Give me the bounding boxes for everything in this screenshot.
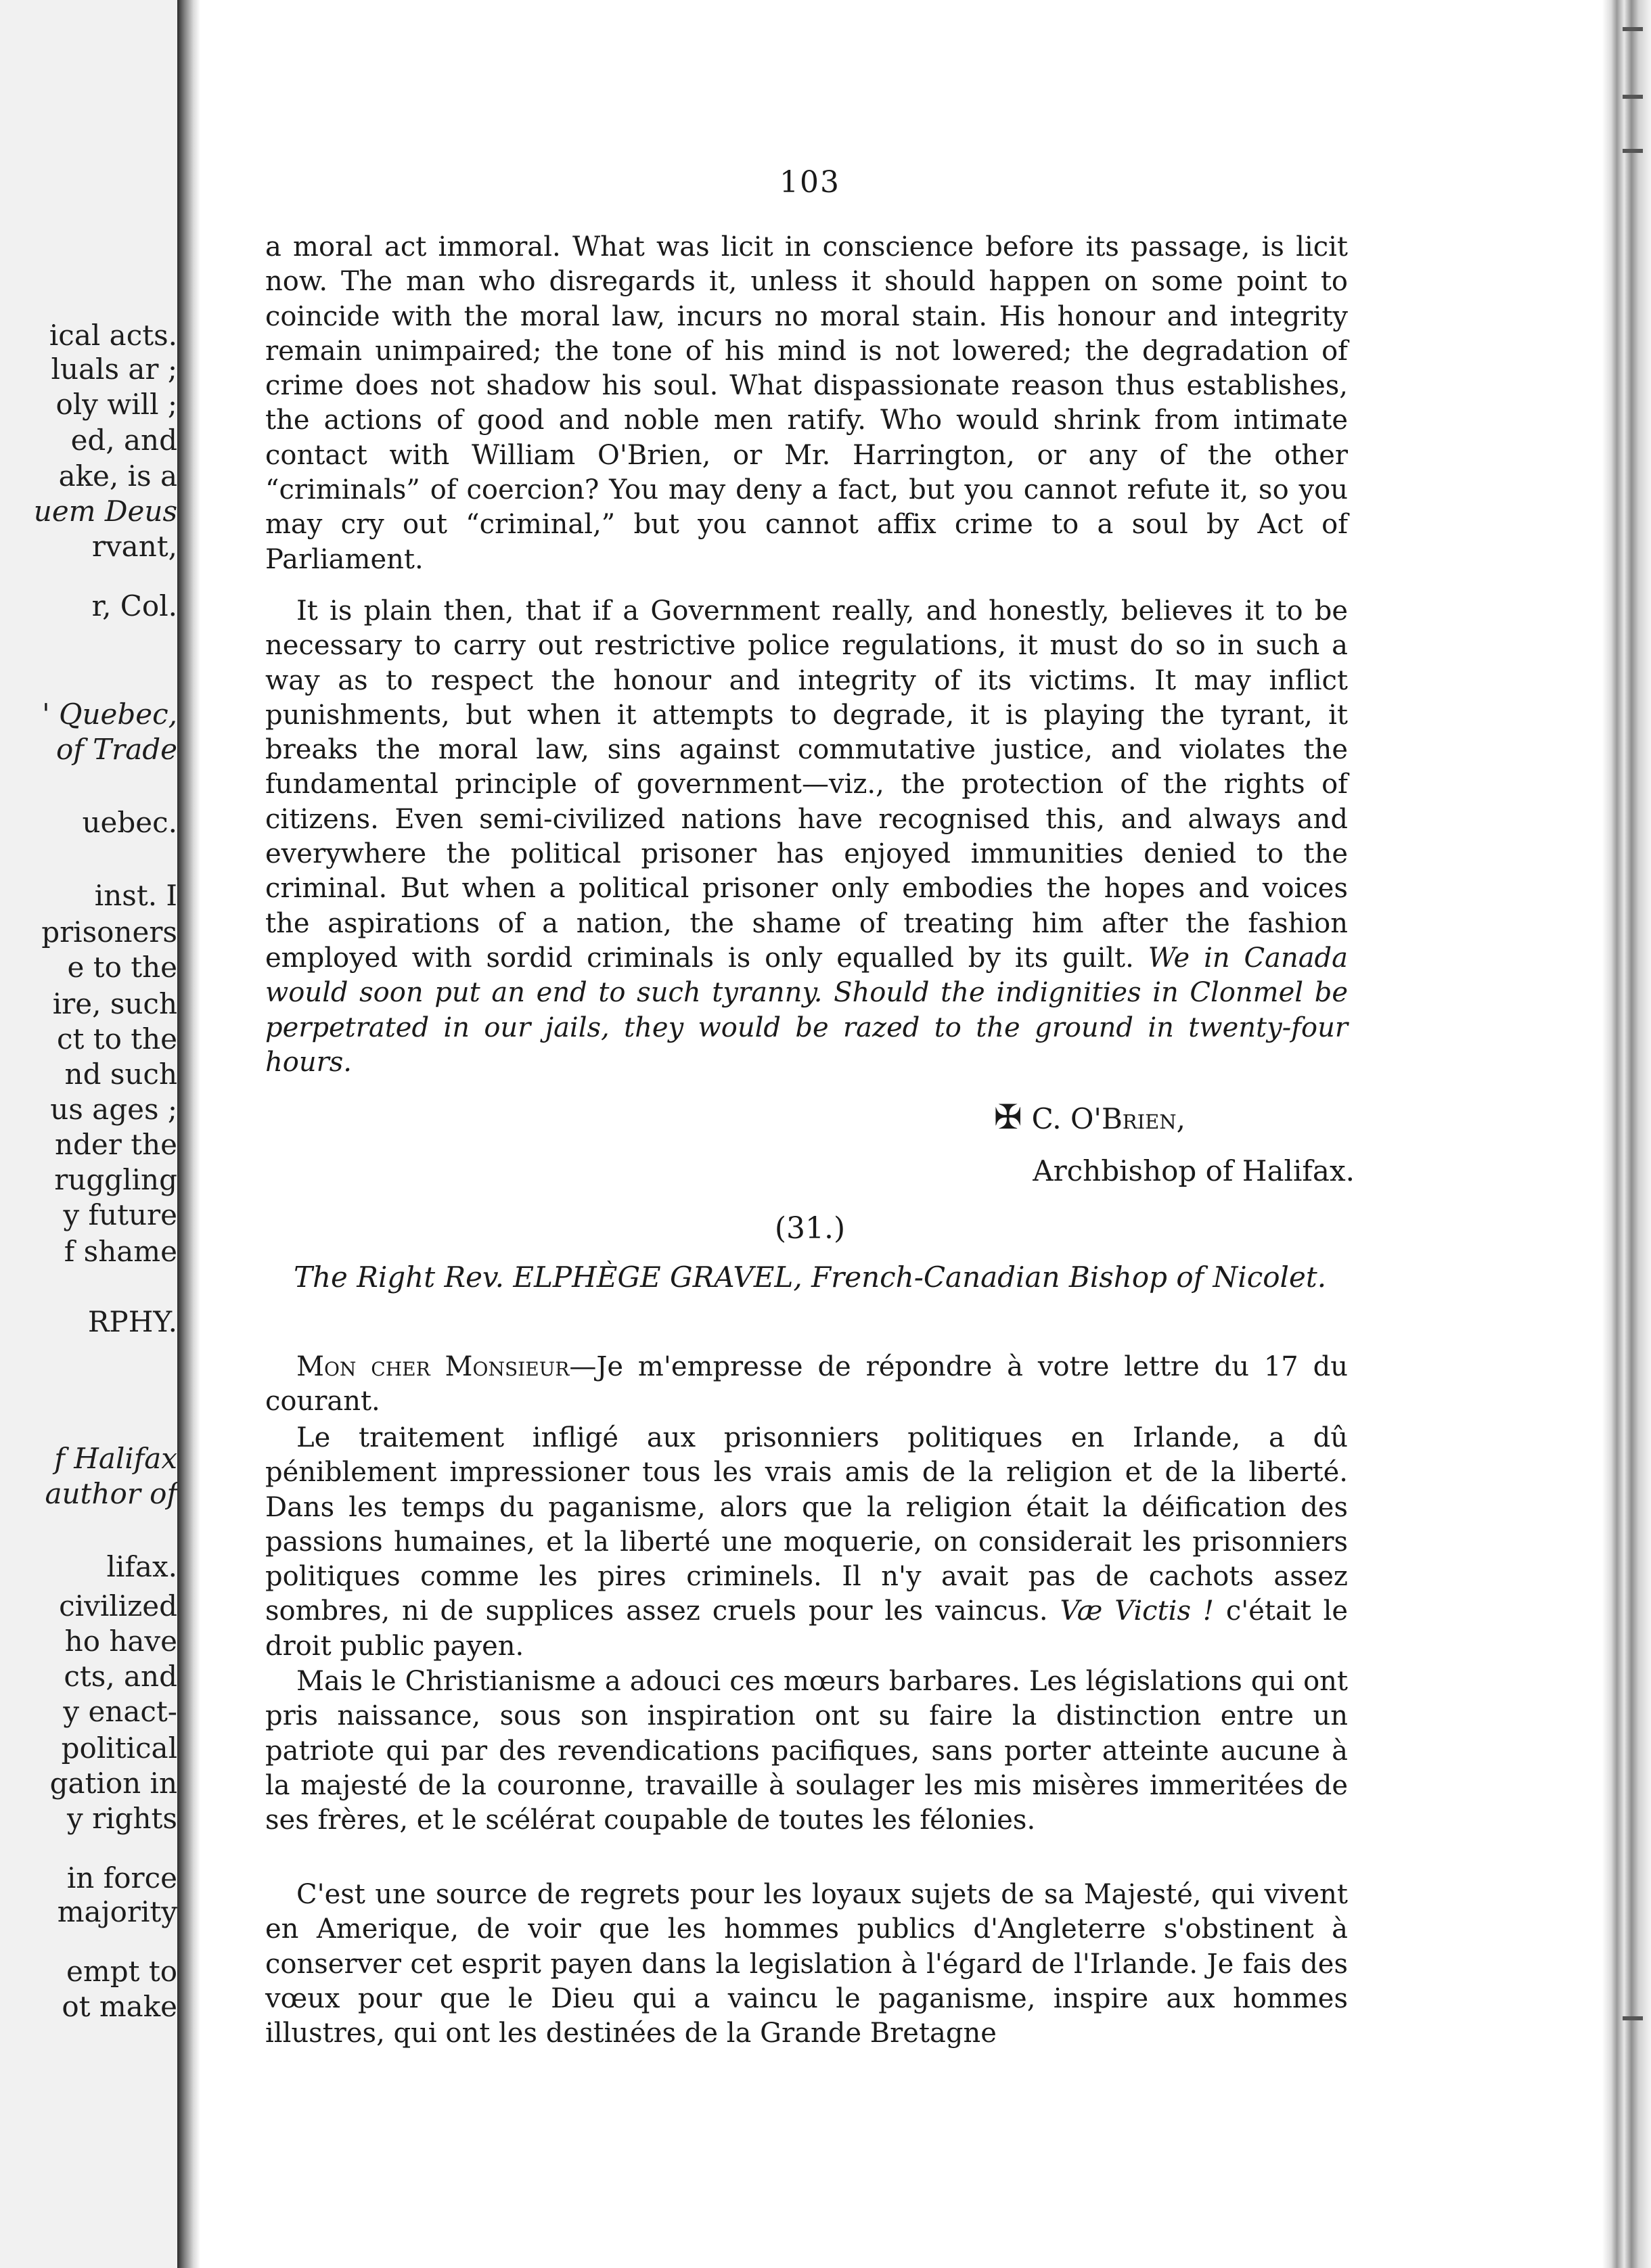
adjacent-page-text-fragment: prisoners	[41, 915, 177, 949]
adjacent-page-text-fragment: nd such	[64, 1058, 177, 1091]
vae-victis: Væ Victis !	[1060, 1595, 1214, 1627]
adjacent-page-text-fragment: y enact-	[63, 1695, 177, 1728]
adjacent-page-text-fragment: lifax.	[106, 1550, 177, 1583]
french-paragraph-2-text	[265, 1421, 1348, 1664]
french-paragraph-1	[265, 1350, 1348, 1420]
adjacent-page-text-fragment: ed, and	[70, 424, 177, 457]
paragraph-1-text: a moral act immoral. What was licit in conscience before its passage, is licit now. The man who disregards it, unless it should happen on some point to coincide with the moral law, incurs no moral stain. His honour and integrity remain unimpaired; the tone of his mind is not lowered; the degradation of crime does not shadow his soul. What dispassionate reason thus establishes, the actions of good and noble men ratify. Who would shrink from intimate contact with William O'Brien, or Mr. Harrington, or any of the other “criminals” of coercion? You may deny a fact, but you cannot refute it, so you may cry out “criminal,” but you cannot affix crime to a soul by Act of Parliament.	[265, 231, 1348, 575]
adjacent-page-text-fragment: author of	[45, 1477, 177, 1510]
adjacent-page-text-fragment: luals ar ;	[51, 353, 177, 386]
adjacent-page-text-fragment: ake, is a	[58, 459, 177, 493]
adjacent-page-text-fragment: gation in	[49, 1767, 177, 1800]
french-paragraph-4-text: C'est une source de regrets pour les loyaux sujets de sa Majesté, qui vivent en Amerique, de voir que les hommes publics d'Angleterre s'obstinent à conserver cet esprit payen dans la legislation à l'égard de l'Irlande. Je fais des vœux pour que le Dieu qui a vaincu le paganisme, inspire aux hommes illustres, qui ont les destinées de la Grande Bretagne	[265, 1879, 1348, 2049]
page-edge-mark	[1623, 95, 1643, 99]
book-gutter	[177, 0, 200, 2268]
signature-name-text: C. O'Brien,	[1031, 1102, 1185, 1135]
adjacent-page-text-fragment: in force	[66, 1861, 177, 1895]
adjacent-page-text-fragment: RPHY.	[87, 1305, 177, 1338]
adjacent-page-text-fragment: us ages ;	[50, 1093, 177, 1126]
paragraph-2-italic: We in Canada would soon put an end to such tyranny. Should the indignities in Clonmel be perpetrated in our jails, they would be razed to the ground in twenty-four hours.	[265, 942, 1348, 1078]
signature-name	[994, 1097, 1185, 1137]
adjacent-page-text-fragment: ct to the	[56, 1022, 177, 1056]
adjacent-page-text-fragment: uebec.	[82, 806, 177, 839]
paragraph-2-roman: It is plain then, that if a Government really, and honestly, believes it to be necessary to carry out restrictive police regulations, it must do so in such a way as to respect the honour and integrity of its victims. It may inflict punishments, but when it attempts to degrade, it is playing the tyrant, it breaks the moral law, sins against commutative justice, and violates the fundamental principle of government—viz., the protection of the rights of citizens. Even semi-civilized nations have recognised this, and always and everywhere the political prisoner has enjoyed immunities denied to the criminal. But when a political prisoner only embodies the hopes and voices the aspirations of a nation, the shame of treating him after the fashion employed with sordid criminals is only equalled by its guilt.	[265, 595, 1348, 974]
french-paragraph-2-end: c'était le droit public payen.	[265, 1595, 1349, 1662]
adjacent-page-text-fragment: empt to	[66, 1955, 177, 1988]
french-paragraph-4	[265, 1878, 1348, 2051]
signature-title: Archbishop of Halifax.	[1033, 1154, 1355, 1187]
adjacent-page-text-fragment: y future	[63, 1198, 177, 1231]
adjacent-page-text-fragment: of Trade	[55, 733, 177, 766]
adjacent-page-text-fragment: rvant,	[91, 530, 177, 563]
french-paragraph-3-text: Mais le Christianisme a adouci ces mœurs barbares. Les législations qui ont pris naissance, sous son inspiration ont su faire la distinction entre un patriote qui par des revendications pacifiques, sans porter atteinte aucune à la majesté de la couronne, travaille à soulager les mis misères immeritées de ses frères, et le scélérat coupable de toutes les félonies.	[265, 1666, 1348, 1836]
adjacent-page-text-fragment: ot make	[62, 1990, 177, 2023]
adjacent-page-text-fragment: ho have	[64, 1625, 177, 1658]
page-edge-mark	[1623, 149, 1643, 153]
cross-icon: ✠	[993, 1097, 1022, 1137]
adjacent-page-text-fragment: inst. I	[94, 879, 177, 912]
paragraph-1	[265, 230, 1348, 577]
french-paragraph-1-text	[265, 1350, 1348, 1420]
french-paragraph-1-body: —Je m'empresse de répondre à votre lettre du 17 du courant.	[265, 1351, 1348, 1418]
adjacent-page-text-fragment: political	[61, 1731, 177, 1765]
letter-heading: The Right Rev. ELPHÈGE GRAVEL, French-Canadian Bishop of Nicolet.	[293, 1261, 1327, 1294]
page-edge	[1602, 0, 1651, 2268]
adjacent-page-text-fragment: f Halifax	[54, 1442, 177, 1475]
adjacent-page-fragment	[0, 0, 177, 2268]
adjacent-page-text-fragment: civilized	[59, 1589, 177, 1623]
french-paragraph-2-body: Le traitement infligé aux prisonniers politiques en Irlande, a dû péniblement impressioner tous les vrais amis de la religion et de la liberté. Dans les temps du paganisme, alors que la religion était la déification des passions humaines, et la liberté une moquerie, on considerait les prisonniers politiques comme les pires criminels. Il n'y avait pas de cachots assez sombres, ni de supplices assez cruels pour les vaincus.	[265, 1422, 1348, 1627]
french-paragraph-2	[265, 1421, 1348, 1664]
adjacent-page-text-fragment: ruggling	[54, 1163, 177, 1196]
adjacent-page-text-fragment: ' Quebec,	[42, 698, 177, 731]
adjacent-page-text-fragment: oly will ;	[55, 388, 177, 421]
adjacent-page-text-fragment: ical acts.	[49, 319, 177, 352]
adjacent-page-text-fragment: uem Deus	[33, 495, 177, 528]
adjacent-page-text-fragment: e to the	[67, 951, 177, 984]
adjacent-page-text-fragment: f shame	[64, 1235, 177, 1268]
paragraph-2-text	[265, 594, 1348, 1080]
adjacent-page-text-fragment: nder the	[54, 1128, 177, 1161]
adjacent-page-text-fragment: cts, and	[64, 1660, 177, 1693]
page-number: 103	[779, 165, 840, 200]
paragraph-2	[265, 594, 1348, 1080]
page-edge-mark	[1623, 27, 1643, 31]
adjacent-page-text-fragment: y rights	[67, 1802, 177, 1835]
main-page	[265, 0, 1355, 2268]
adjacent-page-text-fragment: majority	[57, 1895, 177, 1928]
adjacent-page-text-fragment: r, Col.	[91, 589, 177, 622]
salutation: Mon cher Monsieur	[296, 1351, 570, 1382]
letter-number: (31.)	[774, 1211, 846, 1246]
page-edge-mark	[1623, 2016, 1643, 2020]
adjacent-page-text-fragment: ire, such	[52, 987, 177, 1020]
french-paragraph-3	[265, 1664, 1348, 1838]
